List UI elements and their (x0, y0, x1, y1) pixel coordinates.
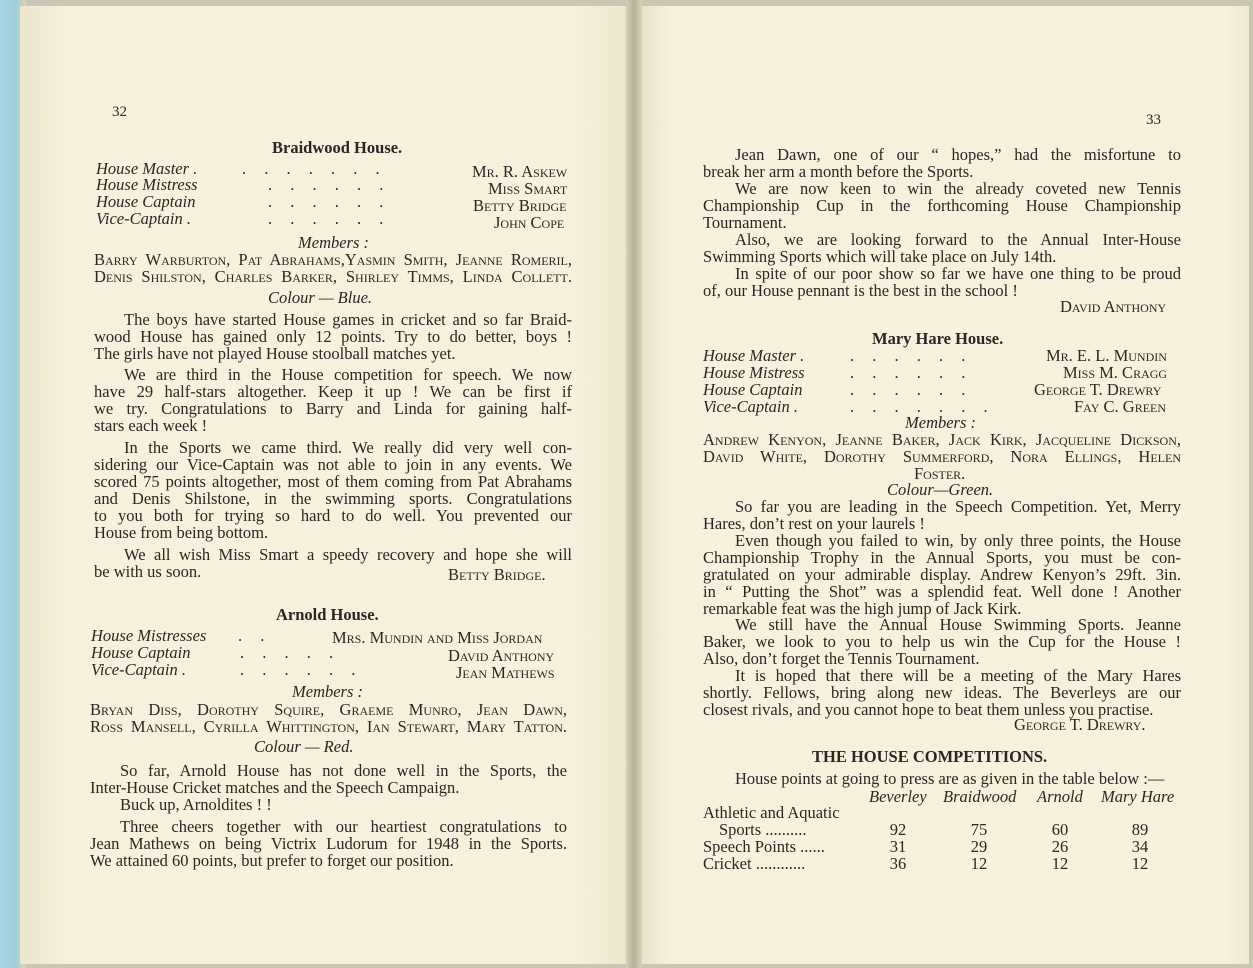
text-line: wood House has gained only 12 points. Try to do better, boys ! (94, 327, 572, 346)
officer-name: Miss Smart (488, 179, 568, 198)
officer-role: Vice-Captain . (703, 397, 799, 416)
braidwood-heading: Braidwood House. (272, 138, 403, 157)
table-cell: 12 (1051, 854, 1069, 873)
table-cell: 60 (1051, 820, 1069, 839)
officer-role: House Mistresses (91, 626, 207, 645)
text-line: Hares, don’t rest on your laurels ! (703, 514, 925, 533)
members-line: Bryan Diss, Dorothy Squire, Graeme Munro, Jean Dawn, (90, 700, 567, 719)
officer-role: House Captain (96, 192, 196, 211)
mary-hare-heading: Mary Hare House. (872, 329, 1004, 348)
members-line: Denis Shilston, Charles Barker, Shirley Timms, Linda Collett. (94, 267, 572, 286)
table-cell: 89 (1131, 820, 1149, 839)
text-line: So far, Arnold House has not done well in the Sports, the (120, 761, 567, 780)
text-line: stars each week ! (94, 416, 208, 435)
text-line: Tournament. (703, 213, 787, 232)
officer-dots: . . . . . . (850, 363, 966, 382)
officer-name: John Cope (494, 213, 565, 232)
signature: David Anthony (1060, 297, 1167, 316)
colour-line: Colour — Blue. (268, 288, 373, 307)
text-line: Baker, we look to you to help us win the Cup for the House ! (703, 632, 1181, 651)
page-number-right: 33 (1146, 112, 1161, 128)
table-cell: 31 (889, 837, 907, 856)
text-line: Three cheers together with our heartiest congratulations to (120, 817, 567, 836)
text-line: So far you are leading in the Speech Competition. Yet, Merry (735, 497, 1181, 516)
officer-dots: . . . . . . . (850, 397, 988, 416)
text-line: shortly. Fellows, bring along new ideas. The Beverleys are our (703, 683, 1181, 702)
members-line: Andrew Kenyon, Jeanne Baker, Jack Kirk, Jacqueline Dickson, (703, 430, 1181, 449)
officer-dots: . . . . . (240, 643, 334, 662)
text-line: Championship Cup in the forthcoming House Championship (703, 196, 1181, 215)
officer-name: Mr. R. Askew (472, 162, 568, 181)
officer-dots: . . . . . . (268, 209, 384, 228)
officer-name: Miss M. Cragg (1063, 363, 1168, 382)
members-line: David White, Dorothy Summerford, Nora Ellings, Helen (703, 447, 1181, 466)
table-cell: 12 (1131, 854, 1149, 873)
officer-role: House Mistress (96, 175, 198, 194)
text-line: The girls have not played House stoolball matches yet. (94, 344, 456, 363)
text-line: Also, don’t forget the Tennis Tournament. (703, 649, 980, 668)
officer-role: Vice-Captain . (91, 660, 187, 679)
officer-dots: . . . . . . . (242, 159, 380, 178)
table-row-label: Athletic and Aquatic (703, 803, 840, 822)
colour-line: Colour—Green. (887, 480, 994, 499)
colour-line: Colour — Red. (254, 737, 354, 756)
text-line: closest rivals, and you cannot hope to beat them unless you practise. (703, 700, 1154, 719)
table-cell: 34 (1131, 837, 1149, 856)
text-line: scored 75 points altogether, most of them coming from Pat Abrahams (94, 472, 572, 491)
text-line: House from being bottom. (94, 523, 269, 542)
text-line: be with us soon. (94, 562, 202, 581)
text-line: We attained 60 points, but prefer to forget our position. (90, 851, 454, 870)
text-line: Swimming Sports which will take place on July 14th. (703, 247, 1057, 266)
table-cell: 12 (970, 854, 988, 873)
text-line: and Denis Shilstone, in the swimming sports. Congratulations (94, 489, 572, 508)
table-cell: 92 (889, 820, 907, 839)
table-cell: 75 (970, 820, 988, 839)
page-number-left: 32 (112, 104, 127, 120)
text-line: remarkable feat was the high jump of Jack Kirk. (703, 599, 1022, 618)
officer-name: David Anthony (448, 646, 555, 665)
table-cell: 26 (1051, 837, 1069, 856)
arnold-heading: Arnold House. (276, 605, 379, 624)
officer-role: House Master . (703, 346, 805, 365)
officer-name: Jean Mathews (456, 663, 555, 682)
officer-dots: . . . . . . (268, 192, 384, 211)
officer-role: House Captain (703, 380, 803, 399)
text-line: Buck up, Arnoldites ! ! (120, 795, 272, 814)
text-line: Jean Dawn, one of our “ hopes,” had the misfortune to (735, 145, 1181, 164)
text-line: we try. Congratulations to Barry and Linda for gaining half- (94, 399, 572, 418)
officer-dots: . . . . . . (268, 175, 384, 194)
text-line: break her arm a month before the Sports. (703, 162, 974, 181)
text-line: sidering our Vice-Captain was not able to join in any events. We (94, 455, 572, 474)
text-line: of, our House pennant is the best in the school ! (703, 281, 1018, 300)
text-line: The boys have started House games in cricket and so far Braid- (124, 310, 572, 329)
text-line: to you both for trying so hard to do well. You prevented our (94, 506, 572, 525)
text-line: We still have the Annual House Swimming Sports. Jeanne (735, 615, 1181, 634)
text-line: In spite of our poor show so far we have one thing to be proud (735, 264, 1181, 283)
officer-dots: . . . . . . (850, 346, 966, 365)
signature: Betty Bridge. (448, 565, 546, 584)
table-row-label: Sports .......... (719, 820, 807, 839)
text-line: have 29 half-stars altogether. Keep it up ! We can be first if (94, 382, 572, 401)
table-row-label: Speech Points ...... (703, 837, 825, 856)
text-line: It is hoped that there will be a meeting of the Mary Hares (735, 666, 1181, 685)
text-line: In the Sports we came third. We really did very well con- (124, 438, 572, 457)
table-header-braidwood: Braidwood (943, 787, 1017, 806)
members-line: Foster. (914, 464, 966, 483)
members-line: Barry Warburton, Pat Abrahams,Yasmin Smith, Jeanne Romeril, (94, 250, 572, 269)
members-label: Members : (298, 233, 370, 252)
table-header-beverley: Beverley (869, 787, 927, 806)
officer-role: House Master . (96, 159, 198, 178)
table-cell: 36 (889, 854, 907, 873)
officer-role: House Mistress (703, 363, 805, 382)
officer-role: Vice-Captain . (96, 209, 192, 228)
members-label: Members : (905, 413, 977, 432)
officer-dots: . . . . . . (850, 380, 966, 399)
text-line: Even though you failed to win, by only three points, the House (735, 531, 1181, 550)
book-gutter (626, 0, 642, 968)
officer-role: House Captain (91, 643, 191, 662)
text-line: Also, we are looking forward to the Annual Inter-House (735, 230, 1181, 249)
text-line: We are third in the House competition for speech. We now (124, 365, 572, 384)
members-line: Ross Mansell, Cyrilla Whittington, Ian Stewart, Mary Tatton. (90, 717, 567, 736)
table-header-mary-hare: Mary Hare (1101, 787, 1175, 806)
text-line: gratulated on your admirable display. Andrew Kenyon’s 29ft. 3in. (703, 565, 1181, 584)
officer-dots: . . . . . . (240, 660, 356, 679)
text-line: Championship Trophy in the Annual Sports, you must be con- (703, 548, 1181, 567)
signature: George T. Drewry. (1014, 715, 1146, 734)
officer-name: George T. Drewry (1034, 380, 1162, 399)
competitions-heading: THE HOUSE COMPETITIONS. (812, 747, 1048, 766)
text-line: Jean Mathews on being Victrix Ludorum for 1948 in the Sports. (90, 834, 567, 853)
officer-name: Betty Bridge (473, 196, 567, 215)
table-cell: 29 (970, 837, 988, 856)
members-label: Members : (292, 682, 364, 701)
officer-name: Mrs. Mundin and Miss Jordan (332, 628, 543, 647)
text-line: We all wish Miss Smart a speedy recovery and hope she will (124, 545, 572, 564)
officer-name: Fay C. Green (1074, 397, 1167, 416)
table-header-arnold: Arnold (1037, 787, 1083, 806)
competitions-intro: House points at going to press are as given in the table below :— (735, 769, 1165, 788)
officer-name: Mr. E. L. Mundin (1046, 346, 1167, 365)
table-row-label: Cricket ............ (703, 854, 806, 873)
text-line: in “ Putting the Shot” was a splendid feat. Well done ! Another (703, 582, 1181, 601)
officer-dots: . . (238, 626, 265, 645)
text-line: We are now keen to win the already coveted new Tennis (735, 179, 1181, 198)
text-line: Inter-House Cricket matches and the Speech Campaign. (90, 778, 460, 797)
